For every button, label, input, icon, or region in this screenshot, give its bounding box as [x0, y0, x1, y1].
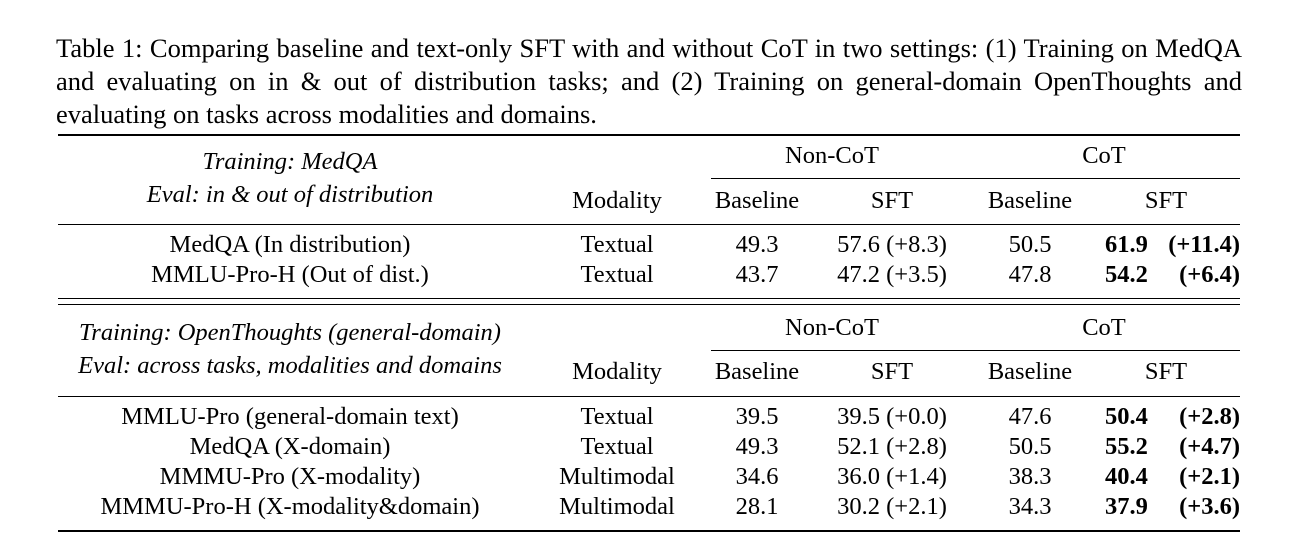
section2-group-cot: CoT	[1082, 314, 1126, 341]
modality-value: Multimodal	[559, 493, 675, 520]
section1-noncot-baseline-header: Baseline	[714, 187, 800, 214]
cot-sft-value: 54.2	[1105, 261, 1148, 288]
section2-group-rule	[711, 350, 1240, 351]
task-label: MMMU-Pro (X-modality)	[159, 463, 421, 490]
section1-group-cot: CoT	[1082, 142, 1126, 169]
section2-noncot-baseline-header: Baseline	[714, 358, 800, 385]
cot-baseline-value: 47.6	[1008, 403, 1052, 430]
section1-cot-sft-header: SFT	[1144, 187, 1188, 214]
task-label: MMLU-Pro-H (Out of dist.)	[151, 261, 429, 288]
noncot-baseline-value: 39.5	[735, 403, 779, 430]
section2-eval: Eval: across tasks, modalities and domains	[78, 352, 502, 379]
section1-eval: Eval: in & out of distribution	[146, 181, 434, 208]
cot-sft-value: 37.9	[1105, 493, 1148, 520]
cot-sft-delta: (+2.8)	[1179, 403, 1240, 430]
section2-header-rule	[58, 396, 1240, 397]
top-rule	[58, 134, 1240, 136]
section2-noncot-sft-header: SFT	[870, 358, 914, 385]
section1-modality-header: Modality	[572, 187, 662, 214]
noncot-sft-value: 57.6 (+8.3)	[837, 231, 947, 258]
cot-sft-delta: (+4.7)	[1179, 433, 1240, 460]
task-label: MedQA (In distribution)	[169, 231, 411, 258]
task-label: MMMU-Pro-H (X-modality&domain)	[100, 493, 480, 520]
cot-baseline-value: 47.8	[1008, 261, 1052, 288]
task-label: MedQA (X-domain)	[189, 433, 391, 460]
section2-modality-header: Modality	[572, 358, 662, 385]
noncot-sft-value: 39.5 (+0.0)	[837, 403, 947, 430]
cot-baseline-value: 38.3	[1008, 463, 1052, 490]
noncot-baseline-value: 49.3	[735, 231, 779, 258]
modality-value: Textual	[580, 231, 654, 258]
noncot-baseline-value: 28.1	[735, 493, 779, 520]
section1-cot-baseline-header: Baseline	[987, 187, 1073, 214]
cot-sft-value: 55.2	[1105, 433, 1148, 460]
section2-title: Training: OpenThoughts (general-domain)	[79, 319, 501, 346]
section2-cot-baseline-header: Baseline	[987, 358, 1073, 385]
noncot-baseline-value: 49.3	[735, 433, 779, 460]
noncot-sft-value: 36.0 (+1.4)	[837, 463, 947, 490]
cot-baseline-value: 50.5	[1008, 231, 1052, 258]
cot-baseline-value: 50.5	[1008, 433, 1052, 460]
section1-group-rule	[711, 178, 1240, 179]
cot-sft-value: 50.4	[1105, 403, 1148, 430]
section2-group-noncot: Non-CoT	[785, 314, 879, 341]
task-label: MMLU-Pro (general-domain text)	[121, 403, 459, 430]
section1-header-rule	[58, 224, 1240, 225]
modality-value: Textual	[580, 433, 654, 460]
noncot-sft-value: 47.2 (+3.5)	[837, 261, 947, 288]
cot-sft-delta: (+3.6)	[1179, 493, 1240, 520]
cot-sft-delta: (+2.1)	[1179, 463, 1240, 490]
modality-value: Textual	[580, 403, 654, 430]
section1-noncot-sft-header: SFT	[870, 187, 914, 214]
table-caption: Table 1: Comparing baseline and text-only SFT with and without CoT in two settings: (1) Training on MedQA and evaluating on in & out of distribution tasks; and (2) Training on general-domain OpenThoughts and evaluating on tasks across modalities and domains.	[56, 33, 1242, 129]
noncot-baseline-value: 34.6	[735, 463, 779, 490]
noncot-sft-value: 52.1 (+2.8)	[837, 433, 947, 460]
cot-sft-delta: (+11.4)	[1168, 231, 1240, 258]
section-divider-upper	[58, 298, 1240, 299]
cot-sft-delta: (+6.4)	[1179, 261, 1240, 288]
cot-sft-value: 40.4	[1105, 463, 1148, 490]
section1-group-noncot: Non-CoT	[785, 142, 879, 169]
noncot-baseline-value: 43.7	[735, 261, 779, 288]
noncot-sft-value: 30.2 (+2.1)	[837, 493, 947, 520]
bottom-rule	[58, 530, 1240, 532]
section1-title: Training: MedQA	[202, 148, 378, 175]
modality-value: Textual	[580, 261, 654, 288]
modality-value: Multimodal	[559, 463, 675, 490]
section-divider-lower	[58, 304, 1240, 305]
cot-sft-value: 61.9	[1105, 231, 1148, 258]
cot-baseline-value: 34.3	[1008, 493, 1052, 520]
section2-cot-sft-header: SFT	[1144, 358, 1188, 385]
